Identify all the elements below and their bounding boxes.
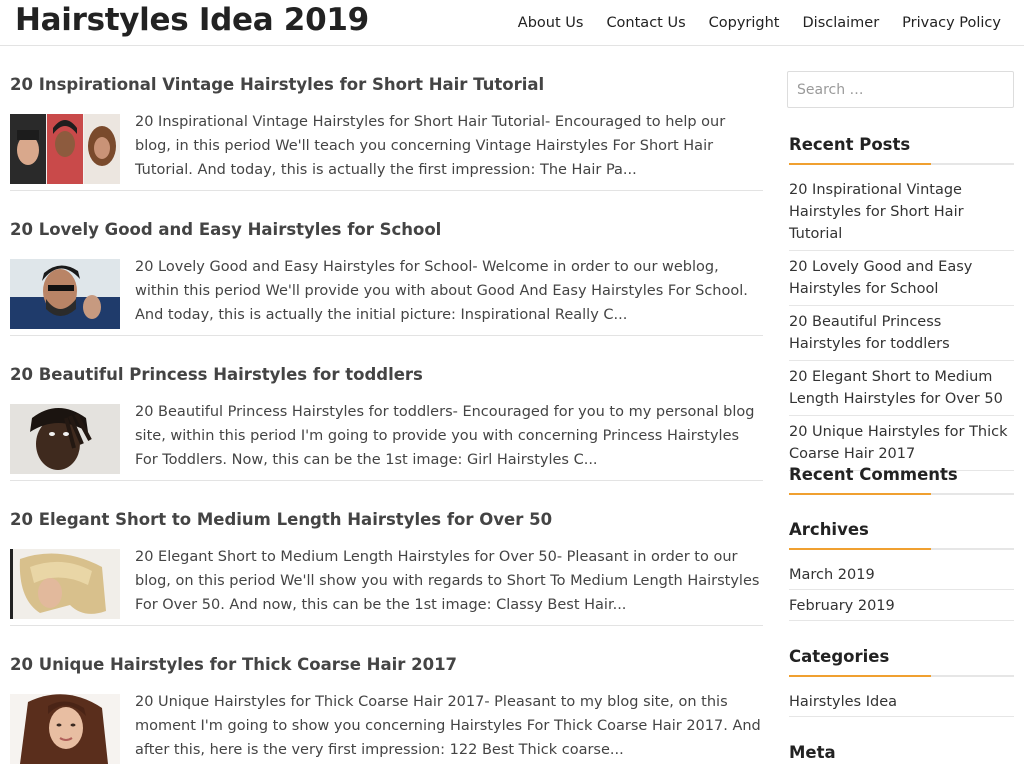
recent-post-link[interactable]: 20 Inspirational Vintage Hairstyles for Short Hair Tutorial [789,174,1014,251]
post-excerpt: 20 Lovely Good and Easy Hairstyles for School- Welcome in order to our weblog, within this period We'll provide you with about Good And Easy Hairstyles For School. And today, this is actually the initial picture: Inspirational Really C... [135,259,748,323]
search-input[interactable] [787,71,1014,108]
thumbnail-image [10,694,120,764]
post-item [10,336,763,481]
meta-widget [789,743,1014,768]
archives-list [789,559,1014,621]
archives-widget [789,520,1014,621]
site-header [0,0,1024,46]
main-nav [518,0,1024,46]
post-title[interactable]: 20 Inspirational Vintage Hairstyles for Short Hair Tutorial [10,75,545,94]
post-excerpt: 20 Beautiful Princess Hairstyles for toddlers- Encouraged for you to my personal blog site, within this period I'm going to provide you with concerning Princess Hairstyles For Toddlers. Now, this can be the 1st image: Girl Hairstyles C... [135,404,755,468]
post-title[interactable]: 20 Unique Hairstyles for Thick Coarse Hair 2017 [10,655,458,674]
widget-title: Categories [789,647,1014,677]
category-link[interactable]: Hairstyles Idea [789,686,1014,717]
site-title[interactable]: Hairstyles Idea 2019 [15,2,369,38]
post-thumbnail[interactable] [10,549,120,619]
recent-comments-widget [789,465,1014,495]
nav-copyright[interactable]: Copyright [708,15,780,31]
widget-title: Meta [789,743,1014,768]
thumbnail-image [10,259,120,329]
post-item [10,481,763,626]
recent-posts-widget [789,135,1014,471]
nav-about-us[interactable]: About Us [517,15,584,31]
nav-disclaimer[interactable]: Disclaimer [802,15,880,31]
recent-post-link[interactable]: 20 Lovely Good and Easy Hairstyles for School [789,251,1014,306]
recent-post-link[interactable]: 20 Elegant Short to Medium Length Hairstyles for Over 50 [789,361,1014,416]
post-thumbnail[interactable] [10,114,120,184]
post-excerpt: 20 Unique Hairstyles for Thick Coarse Hair 2017- Pleasant to my blog site, on this moment I'm going to show you concerning Hairstyles For Thick Coarse Hair 2017. And after this, here is the very first impression: 122 Best Thick coarse... [135,694,761,758]
thumbnail-image [10,404,120,474]
thumbnail-image [10,549,120,619]
post-excerpt: 20 Inspirational Vintage Hairstyles for Short Hair Tutorial- Encouraged to help our blog, in this period We'll teach you concerning Vintage Hairstyles For Short Hair Tutorial. And today, this is actually the first impression: The Hair Pa... [135,114,726,178]
categories-list [789,686,1014,717]
post-list [10,46,763,768]
widget-title: Archives [789,520,1014,550]
post-item [10,191,763,336]
archive-link[interactable]: March 2019 [789,559,1014,590]
post-item [10,46,763,191]
post-thumbnail[interactable] [10,404,120,474]
post-title[interactable]: 20 Lovely Good and Easy Hairstyles for School [10,220,442,239]
post-title[interactable]: 20 Elegant Short to Medium Length Hairstyles for Over 50 [10,510,553,529]
recent-post-link[interactable]: 20 Beautiful Princess Hairstyles for toddlers [789,306,1014,361]
post-title[interactable]: 20 Beautiful Princess Hairstyles for toddlers [10,365,423,384]
nav-contact-us[interactable]: Contact Us [606,15,686,31]
widget-title: Recent Comments [789,465,1014,495]
categories-widget [789,647,1014,717]
post-thumbnail[interactable] [10,259,120,329]
recent-post-link[interactable]: 20 Unique Hairstyles for Thick Coarse Hair 2017 [789,416,1014,471]
recent-posts-list [789,174,1014,471]
post-item [10,626,763,768]
nav-privacy-policy[interactable]: Privacy Policy [902,15,1001,31]
archive-link[interactable]: February 2019 [789,590,1014,621]
widget-title: Recent Posts [789,135,1014,165]
post-excerpt: 20 Elegant Short to Medium Length Hairstyles for Over 50- Pleasant in order to our blog, on this period We'll show you with regards to Short To Medium Length Hairstyles For Over 50. And now, this can be the 1st image: Classy Best Hair... [135,549,760,613]
post-thumbnail[interactable] [10,694,120,764]
thumbnail-image [10,114,120,184]
